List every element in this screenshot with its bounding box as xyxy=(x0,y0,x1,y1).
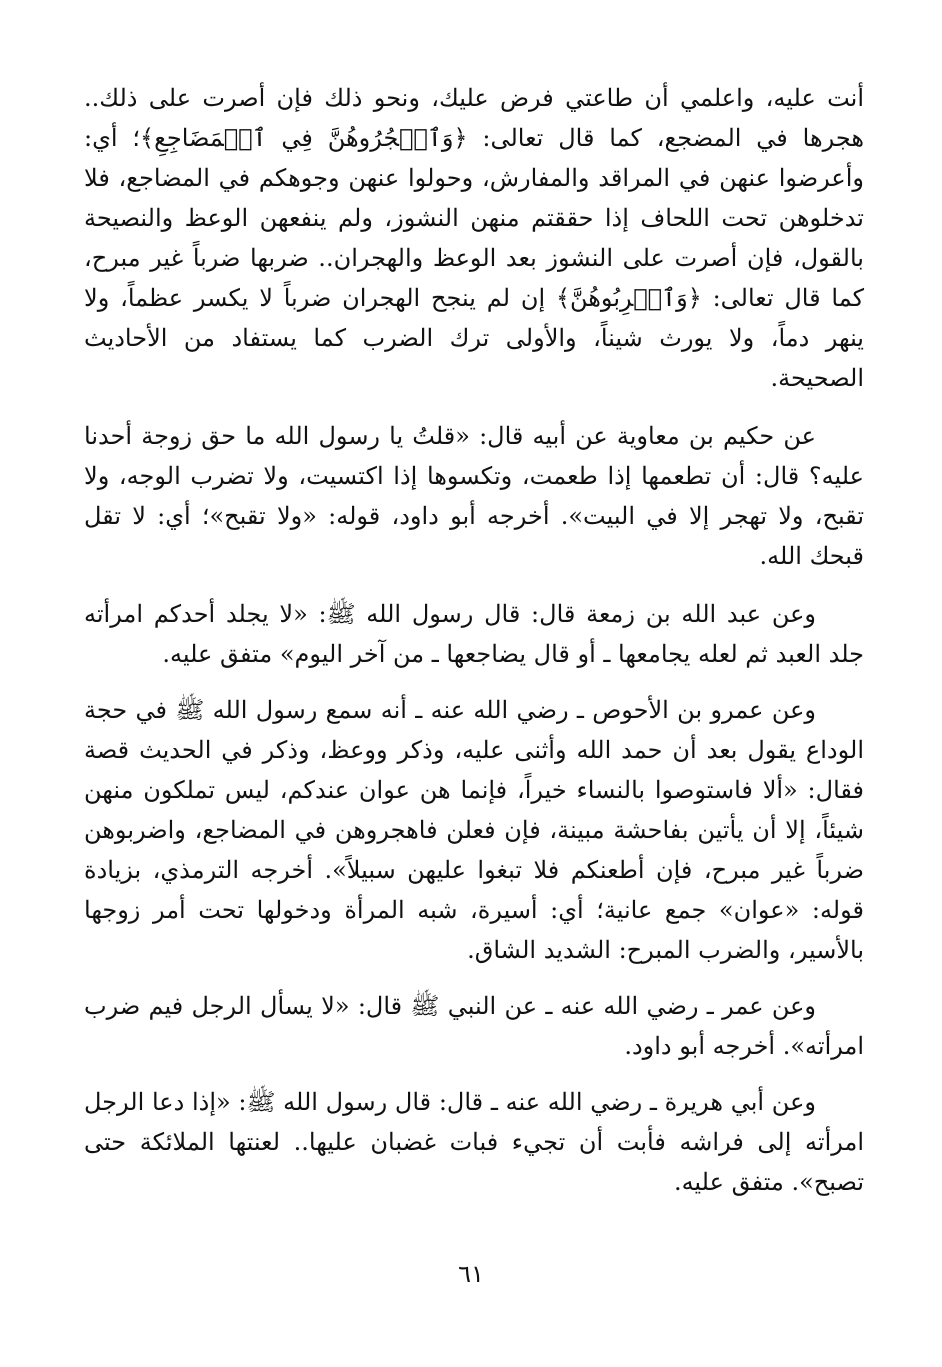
paragraph-6: وعن أبي هريرة ـ رضي الله عنه ـ قال: قال رسول الله ﷺ: «إذا دعا الرجل امرأته إلى فراشه فأبت أن تجيء فبات غضبان عليها.. لعنتها الملائكة حتى تصبح». متفق عليه. xyxy=(84,1088,864,1196)
paragraph-4: وعن عمرو بن الأحوص ـ رضي الله عنه ـ أنه سمع رسول الله ﷺ في حجة الوداع يقول بعد أن حمد الله وأثنى عليه، وذكر ووعظ، وذكر في الحديث قصة فقال: «ألا فاستوصوا بالنساء خيراً، فإنما هن عوان عندكم، ليس تملكون منهن شيئاً، إلا أن يأتين بفاحشة مبينة، فإن فعلن فاهجروهن في المضاجع، واضربوهن ضرباً غير مبرح، فإن أطعنكم فلا تبغوا عليهن سبيلاً». أخرجه الترمذي، بزيادة قوله: «عوان» جمع عانية؛ أي: أسيرة، شبه المرأة ودخولها تحت أمر زوجها بالأسير، والضرب المبرح: الشديد الشاق. xyxy=(84,696,864,964)
paragraph-3: وعن عبد الله بن زمعة قال: قال رسول الله ﷺ: «لا يجلد أحدكم امرأته جلد العبد ثم لعله يجامعها ـ أو قال يضاجعها ـ من آخر اليوم» متفق عليه. xyxy=(84,600,864,668)
paragraph-2: عن حكيم بن معاوية عن أبيه قال: «قلتُ يا رسول الله ما حق زوجة أحدنا عليه؟ قال: أن تطعمها إذا طعمت، وتكسوها إذا اكتسيت، ولا تضرب الوجه، ولا تقبح، ولا تهجر إلا في البيت». أخرجه أبو داود، قوله: «ولا تقبح»؛ أي: لا تقل قبحك الله. xyxy=(84,422,864,570)
paragraph-1: أنت عليه، واعلمي أن طاعتي فرض عليك، ونحو ذلك فإن أصرت على ذلك.. هجرها في المضجع، كما قال تعالى: ﴿وَٱهۡجُرُوهُنَّ فِي ٱلۡمَضَاجِعِ﴾؛ أي: وأعرضوا عنهن في المراقد والمفارش، وحولوا عنهن وجوهكم في المضاجع، فلا تدخلوهن تحت اللحاف إذا حققتم منهن النشوز، ولم ينفعهن الوعظ والنصيحة بالقول، فإن أصرت على النشوز بعد الوعظ والهجران.. ضربها ضرباً غير مبرح، كما قال تعالى: ﴿وَٱضۡرِبُوهُنَّ﴾ إن لم ينجح الهجران ضرباً لا يكسر عظماً، ولا ينهر دماً، ولا يورث شيناً، والأولى ترك الضرب كما يستفاد من الأحاديث الصحيحة. xyxy=(84,84,865,392)
page-number: ٦١ xyxy=(458,1260,484,1288)
page-body xyxy=(84,78,864,1202)
paragraph-5: وعن عمر ـ رضي الله عنه ـ عن النبي ﷺ قال: «لا يسأل الرجل فيم ضرب امرأته». أخرجه أبو داود. xyxy=(84,992,864,1060)
